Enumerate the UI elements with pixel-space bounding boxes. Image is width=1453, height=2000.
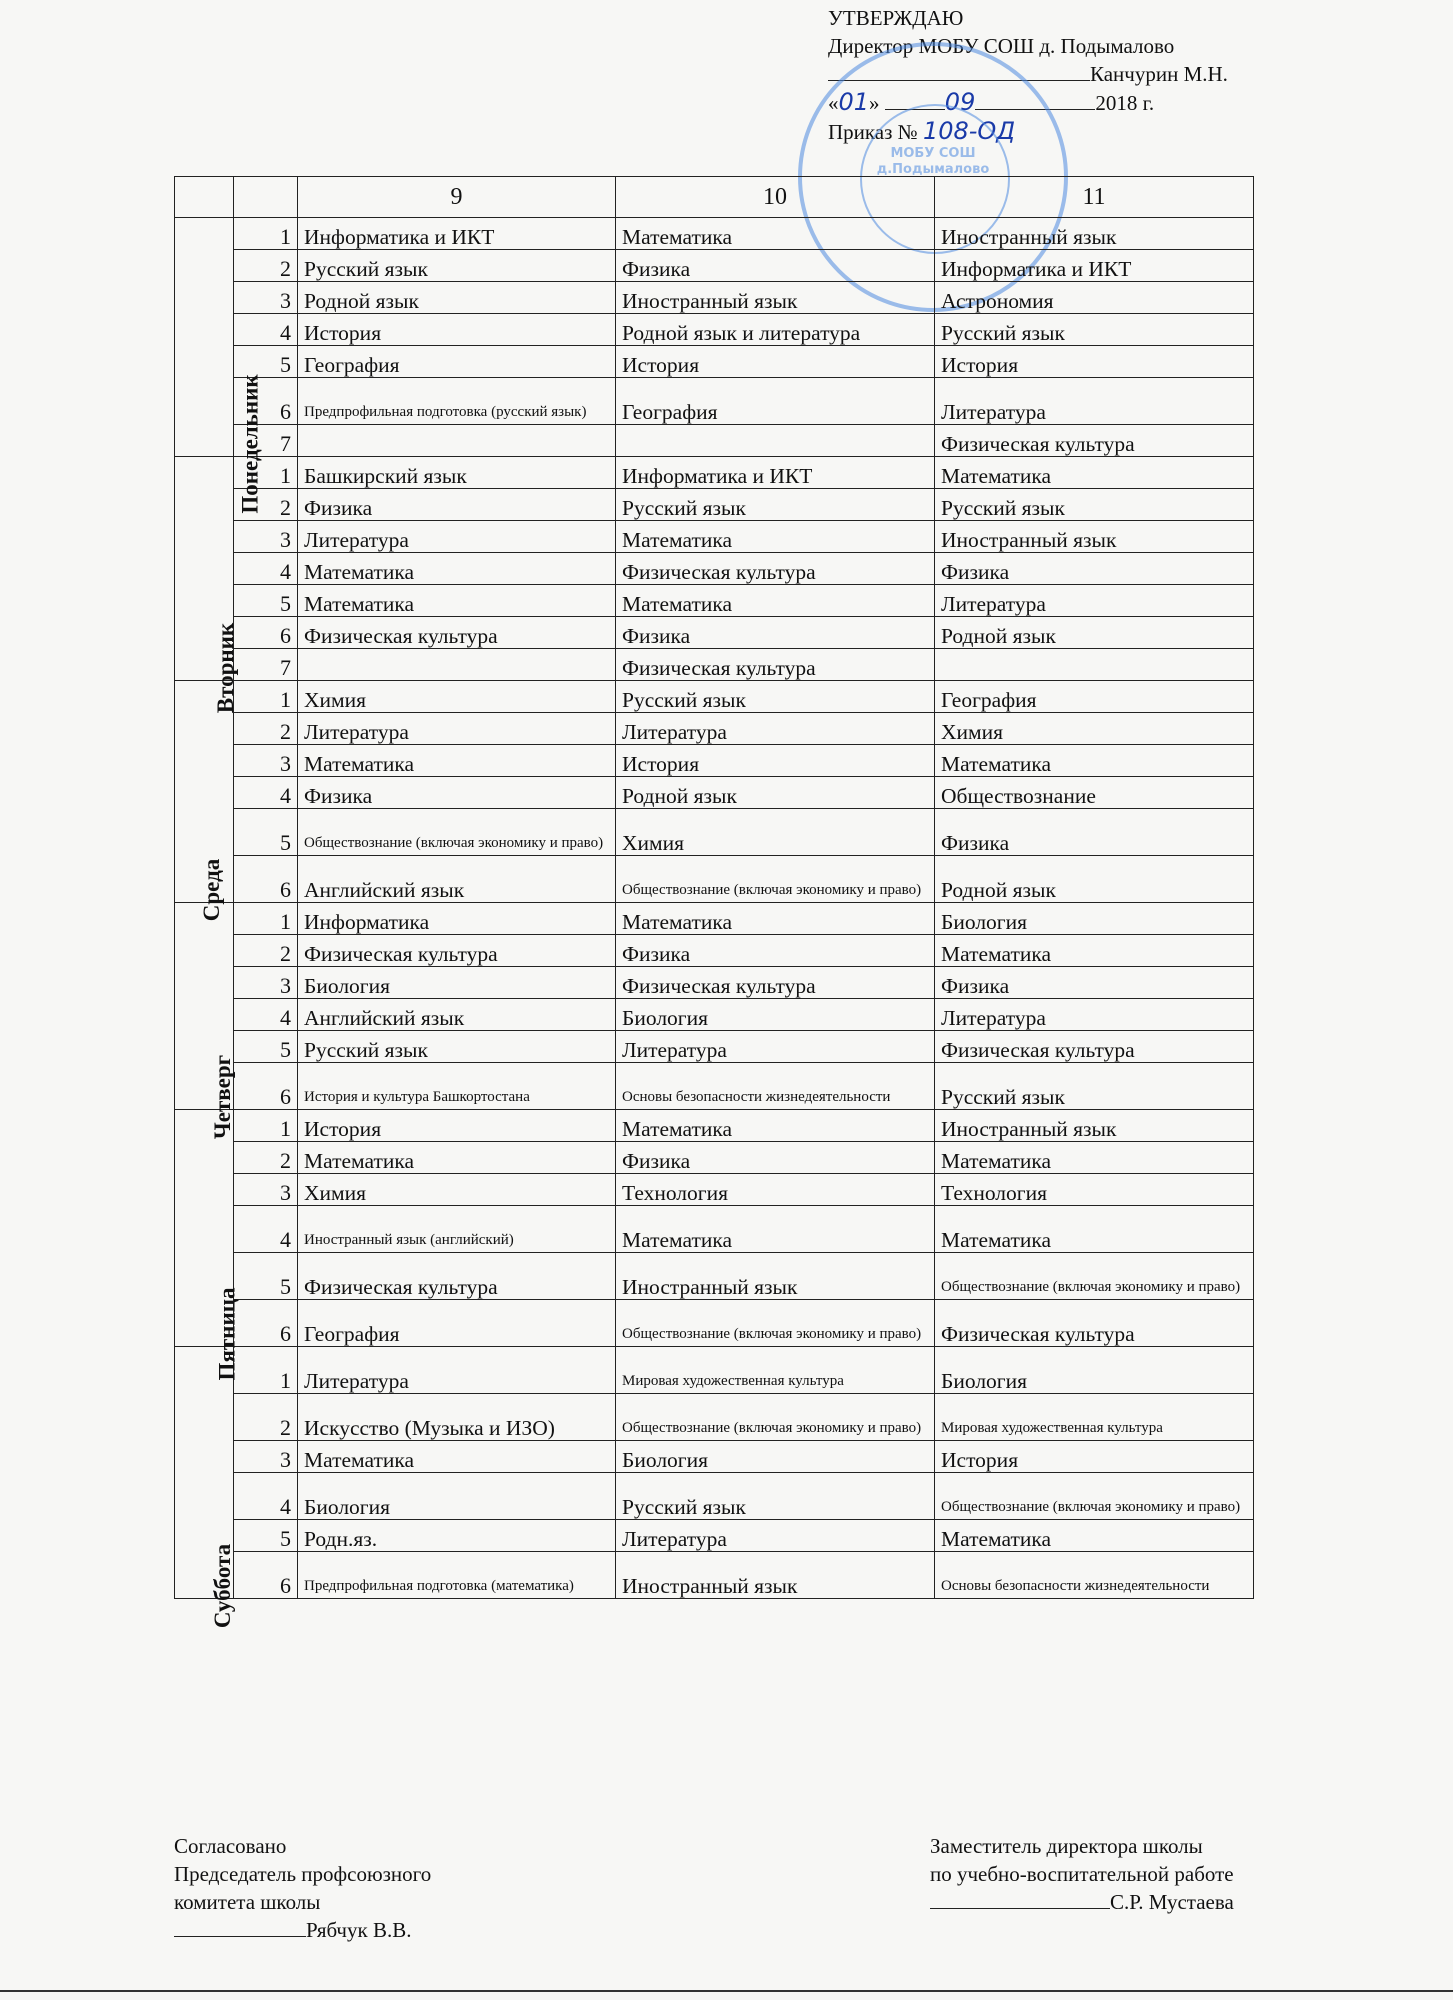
day-name: Четверг xyxy=(210,1054,236,1140)
lesson-number: 5 xyxy=(234,1520,298,1552)
day-name-cell xyxy=(175,1110,240,1381)
lesson-number: 2 xyxy=(234,1394,298,1441)
subject-cell-grade-10: Родной язык xyxy=(616,777,935,809)
subject-cell-grade-9: Математика xyxy=(298,745,616,777)
lesson-row xyxy=(175,346,1254,378)
subject-cell-grade-10: Русский язык xyxy=(616,1473,935,1520)
lesson-row xyxy=(175,250,1254,282)
date-quote-open: « xyxy=(828,91,839,115)
lesson-number: 6 xyxy=(234,617,298,649)
subject-cell-grade-9: Информатика xyxy=(298,903,616,935)
subject-cell-grade-11: Математика xyxy=(935,457,1254,489)
day-name: Вторник xyxy=(213,622,239,714)
lesson-row xyxy=(175,809,1254,856)
subject-cell-grade-10: Биология xyxy=(616,1441,935,1473)
subject-cell-grade-11: История xyxy=(935,346,1254,378)
subject-cell-grade-10: Мировая художественная культура xyxy=(616,1347,935,1394)
lesson-row xyxy=(175,378,1254,425)
lesson-row xyxy=(175,1174,1254,1206)
lesson-number: 5 xyxy=(234,1031,298,1063)
subject-cell-grade-9: Математика xyxy=(298,553,616,585)
header-day xyxy=(175,177,234,218)
subject-cell-grade-9: Физическая культура xyxy=(298,617,616,649)
subject-cell-grade-9: Английский язык xyxy=(298,999,616,1031)
lesson-row xyxy=(175,967,1254,999)
page-bottom-rule xyxy=(0,1990,1453,1992)
lesson-row xyxy=(175,777,1254,809)
lesson-number: 1 xyxy=(234,903,298,935)
date-year: 2018 г. xyxy=(1095,91,1155,115)
subject-cell-grade-10: Физика xyxy=(616,935,935,967)
lesson-number: 4 xyxy=(234,999,298,1031)
subject-cell-grade-11: Физическая культура xyxy=(935,425,1254,457)
subject-cell-grade-11: Физика xyxy=(935,809,1254,856)
lesson-row xyxy=(175,935,1254,967)
subject-cell-grade-11: Русский язык xyxy=(935,314,1254,346)
subject-cell-grade-9 xyxy=(298,649,616,681)
lesson-row xyxy=(175,1552,1254,1599)
subject-cell-grade-11: Родной язык xyxy=(935,856,1254,903)
lesson-row xyxy=(175,314,1254,346)
lesson-number: 6 xyxy=(234,1552,298,1599)
deputy-subtitle: по учебно-воспитательной работе xyxy=(930,1862,1234,1886)
subject-cell-grade-11: Физика xyxy=(935,553,1254,585)
subject-cell-grade-11: География xyxy=(935,681,1254,713)
subject-cell-grade-11: Иностранный язык xyxy=(935,521,1254,553)
lesson-number: 3 xyxy=(234,967,298,999)
subject-cell-grade-11: Информатика и ИКТ xyxy=(935,250,1254,282)
lesson-row xyxy=(175,1031,1254,1063)
subject-cell-grade-9: Искусство (Музыка и ИЗО) xyxy=(298,1394,616,1441)
subject-cell-grade-10: Физическая культура xyxy=(616,967,935,999)
subject-cell-grade-11: Математика xyxy=(935,745,1254,777)
subject-cell-grade-10: Технология xyxy=(616,1174,935,1206)
subject-cell-grade-11: История xyxy=(935,1441,1254,1473)
lesson-number: 3 xyxy=(234,282,298,314)
lesson-number: 1 xyxy=(234,218,298,250)
subject-cell-grade-9: Русский язык xyxy=(298,250,616,282)
header-number xyxy=(234,177,298,218)
deputy-signature-line xyxy=(930,1888,1110,1909)
subject-cell-grade-10: Литература xyxy=(616,713,935,745)
approval-title: УТВЕРЖДАЮ xyxy=(828,6,964,30)
lesson-number: 1 xyxy=(234,1110,298,1142)
subject-cell-grade-9: Математика xyxy=(298,1441,616,1473)
deputy-name: С.Р. Мустаева xyxy=(1110,1890,1234,1914)
subject-cell-grade-10: Литература xyxy=(616,1520,935,1552)
subject-cell-grade-9: Предпрофильная подготовка (русский язык) xyxy=(298,378,616,425)
subject-cell-grade-10: Физика xyxy=(616,250,935,282)
subject-cell-grade-9: Башкирский язык xyxy=(298,457,616,489)
subject-cell-grade-11: Биология xyxy=(935,1347,1254,1394)
lesson-row xyxy=(175,585,1254,617)
lesson-row xyxy=(175,649,1254,681)
subject-cell-grade-9: Химия xyxy=(298,1174,616,1206)
lesson-number: 4 xyxy=(234,777,298,809)
lesson-number: 2 xyxy=(234,713,298,745)
union-committee-label: комитета школы xyxy=(174,1890,321,1914)
day-name-cell xyxy=(175,1347,236,1629)
subject-cell-grade-10: Математика xyxy=(616,218,935,250)
lesson-number: 4 xyxy=(234,314,298,346)
lesson-row xyxy=(175,856,1254,903)
lesson-row xyxy=(175,745,1254,777)
subject-cell-grade-11: Физика xyxy=(935,967,1254,999)
lesson-number: 1 xyxy=(234,457,298,489)
subject-cell-grade-10: Физическая культура xyxy=(616,553,935,585)
subject-cell-grade-9 xyxy=(298,425,616,457)
day-name: Суббота xyxy=(210,1543,236,1629)
subject-cell-grade-9: Информатика и ИКТ xyxy=(298,218,616,250)
deputy-title: Заместитель директора школы xyxy=(930,1834,1203,1858)
subject-cell-grade-11: Русский язык xyxy=(935,489,1254,521)
lesson-row xyxy=(175,713,1254,745)
subject-cell-grade-10: Физика xyxy=(616,617,935,649)
lesson-row xyxy=(175,1110,1254,1142)
lesson-row xyxy=(175,1142,1254,1174)
subject-cell-grade-9: Литература xyxy=(298,521,616,553)
lesson-number: 1 xyxy=(234,1347,298,1394)
subject-cell-grade-9: Биология xyxy=(298,967,616,999)
subject-cell-grade-11: Литература xyxy=(935,585,1254,617)
order-number: 108-ОД xyxy=(922,117,1016,145)
subject-cell-grade-10: Математика xyxy=(616,585,935,617)
lesson-number: 3 xyxy=(234,521,298,553)
subject-cell-grade-9: География xyxy=(298,346,616,378)
lesson-number: 2 xyxy=(234,250,298,282)
lesson-row xyxy=(175,218,1254,250)
subject-cell-grade-9: Математика xyxy=(298,585,616,617)
subject-cell-grade-10: Иностранный язык xyxy=(616,1552,935,1599)
footer-agreed-block xyxy=(174,1832,594,1944)
schedule-table xyxy=(174,176,1254,1629)
subject-cell-grade-9: Математика xyxy=(298,1142,616,1174)
order-label: Приказ № xyxy=(828,120,918,144)
subject-cell-grade-9: История xyxy=(298,1110,616,1142)
day-name: Пятница xyxy=(214,1287,240,1381)
lesson-row xyxy=(175,999,1254,1031)
lesson-number: 5 xyxy=(234,346,298,378)
subject-cell-grade-9: Химия xyxy=(298,681,616,713)
deputy-signature-row xyxy=(930,1888,1400,1916)
subject-cell-grade-10: Иностранный язык xyxy=(616,282,935,314)
lesson-number: 5 xyxy=(234,1253,298,1300)
director-name: Канчурин М.Н. xyxy=(1090,62,1228,86)
lesson-row xyxy=(175,1063,1254,1110)
lesson-number: 4 xyxy=(234,1206,298,1253)
lesson-row xyxy=(175,1347,1254,1394)
subject-cell-grade-11: Родной язык xyxy=(935,617,1254,649)
lesson-row xyxy=(175,282,1254,314)
subject-cell-grade-10: Родной язык и литература xyxy=(616,314,935,346)
subject-cell-grade-9: Физика xyxy=(298,777,616,809)
lesson-row xyxy=(175,617,1254,649)
day-name-cell xyxy=(175,903,236,1140)
subject-cell-grade-9: Физическая культура xyxy=(298,1253,616,1300)
subject-cell-grade-10: Химия xyxy=(616,809,935,856)
subject-cell-grade-9: История xyxy=(298,314,616,346)
subject-cell-grade-11: Литература xyxy=(935,378,1254,425)
subject-cell-grade-10: История xyxy=(616,346,935,378)
lesson-number: 6 xyxy=(234,1063,298,1110)
subject-cell-grade-9: Родн.яз. xyxy=(298,1520,616,1552)
subject-cell-grade-10: Русский язык xyxy=(616,489,935,521)
lesson-row xyxy=(175,903,1254,935)
subject-cell-grade-11: Основы безопасности жизнедеятельности xyxy=(935,1552,1254,1599)
lesson-row xyxy=(175,1394,1254,1441)
subject-cell-grade-10: Обществознание (включая экономику и право) xyxy=(616,1300,935,1347)
lesson-number: 7 xyxy=(234,649,298,681)
subject-cell-grade-9: Обществознание (включая экономику и право) xyxy=(298,809,616,856)
lesson-row xyxy=(175,681,1254,713)
subject-cell-grade-11: Математика xyxy=(935,935,1254,967)
subject-cell-grade-10: Математика xyxy=(616,903,935,935)
subject-cell-grade-11: Математика xyxy=(935,1206,1254,1253)
subject-cell-grade-10: Физическая культура xyxy=(616,649,935,681)
lesson-row xyxy=(175,521,1254,553)
lesson-number: 5 xyxy=(234,585,298,617)
lesson-number: 5 xyxy=(234,809,298,856)
subject-cell-grade-10: Иностранный язык xyxy=(616,1253,935,1300)
lesson-number: 2 xyxy=(234,489,298,521)
header-grade-9: 9 xyxy=(298,177,616,218)
subject-cell-grade-9: Английский язык xyxy=(298,856,616,903)
subject-cell-grade-9: Физика xyxy=(298,489,616,521)
day-name-cell xyxy=(175,218,263,514)
lesson-number: 7 xyxy=(234,425,298,457)
lesson-row xyxy=(175,1206,1254,1253)
subject-cell-grade-10: Математика xyxy=(616,1110,935,1142)
subject-cell-grade-10: Математика xyxy=(616,521,935,553)
subject-cell-grade-10: Биология xyxy=(616,999,935,1031)
subject-cell-grade-11: Литература xyxy=(935,999,1254,1031)
subject-cell-grade-11: Математика xyxy=(935,1520,1254,1552)
subject-cell-grade-10: Обществознание (включая экономику и право) xyxy=(616,856,935,903)
lesson-row xyxy=(175,1300,1254,1347)
subject-cell-grade-9: Русский язык xyxy=(298,1031,616,1063)
union-signature-row xyxy=(174,1916,594,1944)
subject-cell-grade-11: Технология xyxy=(935,1174,1254,1206)
lesson-number: 1 xyxy=(234,681,298,713)
lesson-number: 3 xyxy=(234,1441,298,1473)
subject-cell-grade-11: Математика xyxy=(935,1142,1254,1174)
header-row xyxy=(175,177,1254,218)
subject-cell-grade-10: География xyxy=(616,378,935,425)
union-chair-label: Председатель профсоюзного xyxy=(174,1862,432,1886)
footer-deputy-block xyxy=(930,1832,1400,1916)
lesson-number: 2 xyxy=(234,935,298,967)
subject-cell-grade-10: Обществознание (включая экономику и право) xyxy=(616,1394,935,1441)
lesson-row xyxy=(175,425,1254,457)
lesson-row xyxy=(175,457,1254,489)
day-name-cell xyxy=(175,681,234,922)
subject-cell-grade-11: Обществознание (включая экономику и право) xyxy=(935,1253,1254,1300)
subject-cell-grade-9: География xyxy=(298,1300,616,1347)
lesson-number: 3 xyxy=(234,745,298,777)
subject-cell-grade-11 xyxy=(935,649,1254,681)
subject-cell-grade-9: Родной язык xyxy=(298,282,616,314)
date-month: 09 xyxy=(944,88,976,116)
subject-cell-grade-9: Биология xyxy=(298,1473,616,1520)
approval-position: Директор МОБУ СОШ д. Подымалово xyxy=(828,34,1175,58)
seal-line-2: д.Подымалово xyxy=(876,162,990,177)
subject-cell-grade-9: Иностранный язык (английский) xyxy=(298,1206,616,1253)
subject-cell-grade-10: История xyxy=(616,745,935,777)
lesson-number: 6 xyxy=(234,856,298,903)
header-grade-11: 11 xyxy=(935,177,1254,218)
subject-cell-grade-9: Физическая культура xyxy=(298,935,616,967)
lesson-number: 4 xyxy=(234,553,298,585)
subject-cell-grade-11: Мировая художественная культура xyxy=(935,1394,1254,1441)
lesson-row xyxy=(175,1473,1254,1520)
subject-cell-grade-11: Физическая культура xyxy=(935,1031,1254,1063)
subject-cell-grade-11: Иностранный язык xyxy=(935,1110,1254,1142)
lesson-row xyxy=(175,1253,1254,1300)
subject-cell-grade-11: Иностранный язык xyxy=(935,218,1254,250)
day-name: Среда xyxy=(199,858,225,922)
date-day: 01 xyxy=(838,88,870,116)
lesson-row xyxy=(175,1441,1254,1473)
subject-cell-grade-11: Физическая культура xyxy=(935,1300,1254,1347)
day-name-cell xyxy=(175,457,239,714)
lesson-row xyxy=(175,489,1254,521)
subject-cell-grade-10: Основы безопасности жизнедеятельности xyxy=(616,1063,935,1110)
lesson-number: 2 xyxy=(234,1142,298,1174)
subject-cell-grade-11: Обществознание (включая экономику и право) xyxy=(935,1473,1254,1520)
subject-cell-grade-9: Литература xyxy=(298,1347,616,1394)
subject-cell-grade-11: Обществознание xyxy=(935,777,1254,809)
header-grade-10: 10 xyxy=(616,177,935,218)
lesson-number: 3 xyxy=(234,1174,298,1206)
subject-cell-grade-10: Физика xyxy=(616,1142,935,1174)
subject-cell-grade-10 xyxy=(616,425,935,457)
subject-cell-grade-11: Химия xyxy=(935,713,1254,745)
subject-cell-grade-9: Предпрофильная подготовка (математика) xyxy=(298,1552,616,1599)
union-signature-line xyxy=(174,1916,306,1937)
subject-cell-grade-10: Информатика и ИКТ xyxy=(616,457,935,489)
day-name: Понедельник xyxy=(237,374,263,514)
lesson-row xyxy=(175,1520,1254,1552)
subject-cell-grade-11: Русский язык xyxy=(935,1063,1254,1110)
subject-cell-grade-9: История и культура Башкортостана xyxy=(298,1063,616,1110)
schedule-body xyxy=(175,218,1254,1629)
lesson-number: 6 xyxy=(234,378,298,425)
union-chair-name: Рябчук В.В. xyxy=(306,1918,412,1942)
seal-center-text xyxy=(802,146,1064,178)
lesson-row xyxy=(175,553,1254,585)
seal-line-1: МОБУ СОШ xyxy=(890,146,976,161)
subject-cell-grade-10: Математика xyxy=(616,1206,935,1253)
subject-cell-grade-10: Русский язык xyxy=(616,681,935,713)
lesson-number: 4 xyxy=(234,1473,298,1520)
date-quote-close: » xyxy=(869,91,880,115)
subject-cell-grade-9: Литература xyxy=(298,713,616,745)
agreed-label: Согласовано xyxy=(174,1834,287,1858)
subject-cell-grade-11: Биология xyxy=(935,903,1254,935)
subject-cell-grade-11: Астрономия xyxy=(935,282,1254,314)
lesson-number: 6 xyxy=(234,1300,298,1347)
subject-cell-grade-10: Литература xyxy=(616,1031,935,1063)
